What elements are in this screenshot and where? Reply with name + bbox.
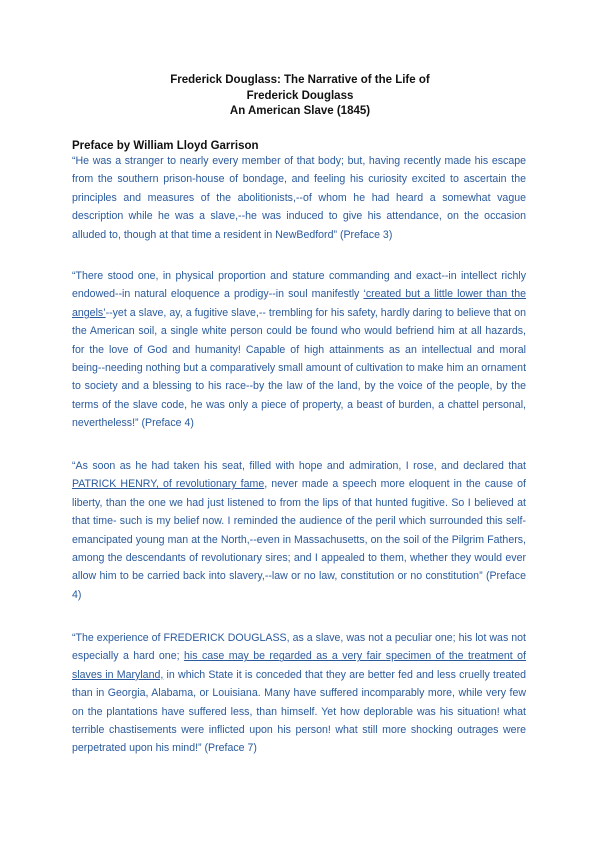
quote-text: --yet a slave, ay, a fugitive slave,-- trembling for his safety, hardly daring to believe that on the American soil, a single white person could be found who would befriend him at all hazards, for the love of God and humanity! Capable of high attainments as an intellectual and moral being--needing nothing but a comparatively small amount of cultivation to make him an ornament to society and a blessing to his race--by the law of the land, by the voice of the people, by the terms of the slave code, he was only a piece of property, a beast of burden, a chattel personal, nevertheless!” (Preface 4) [72, 306, 527, 430]
quote-paragraph-4 [72, 629, 526, 758]
title-line-1: Frederick Douglass: The Narrative of the Life of [170, 74, 430, 86]
quote-paragraph-2 [72, 267, 526, 433]
quote-underlined-text: his case may be regarded as a very fair specimen of the treatment of slaves in Maryland, [72, 650, 526, 681]
quote-text: “As soon as he had taken his seat, filled with hope and admiration, I rose, and declared that [72, 460, 526, 472]
quote-paragraph-3 [72, 457, 526, 604]
document-title [0, 73, 600, 120]
quote-underlined-text: ‘created but a little lower than the angels’ [72, 288, 527, 319]
title-line-2: Frederick Douglass [246, 89, 354, 102]
quote-underlined-text: PATRICK HENRY, of revolutionary fame [72, 478, 265, 491]
quote-paragraph-1 [72, 152, 526, 244]
quote-text: , never made a speech more eloquent in the cause of liberty, than the one we had just listened to from the lips of that hunted fugitive. So I believed at that time- such is my belief now. I reminded the audience of the peril which surrounded this self-emancipated young man at the North,--even in Massachusetts, on the soil of the Pilgrim Fathers, among the descendants of revolutionary sires; and I appealed to them, whether they would ever allow him to be carried back into slavery,--law or no law, constitution or no constitution” (Preface 4) [72, 478, 526, 601]
quote-text: “There stood one, in physical proportion and stature commanding and exact--in intellect richly endowed--in natural eloquence a prodigy--in soul manifestly [72, 270, 526, 301]
quote-text: “He was a stranger to nearly every member of that body; but, having recently made his escape from the southern prison-house of bondage, and feeling his curiosity excited to ascertain the principles and measures of the abolitionists,--of whom he had heard a somewhat vague description while he was a slave,--he was induced to give his attendance, on the occasion alluded to, though at that time a resident in NewBedford” (Preface 3) [72, 155, 526, 241]
quote-text: “The experience of FREDERICK DOUGLASS, as a slave, was not a peculiar one; his lot was not especially a hard one; [72, 632, 526, 663]
quote-text: in which State it is conceded that they are better fed and less cruelly treated than in Georgia, Alabama, or Louisiana. Many have suffered incomparably more, while very few on the plantations have suffered less, than himself. Yet how deplorable was his situation! what terrible chastisements were inflicted upon his person! what still more shocking outrages were perpetrated upon his mind!” (Preface 7) [72, 668, 526, 755]
preface-heading: Preface by William Lloyd Garrison [72, 140, 259, 152]
title-line-3: An American Slave (1845) [229, 105, 371, 117]
